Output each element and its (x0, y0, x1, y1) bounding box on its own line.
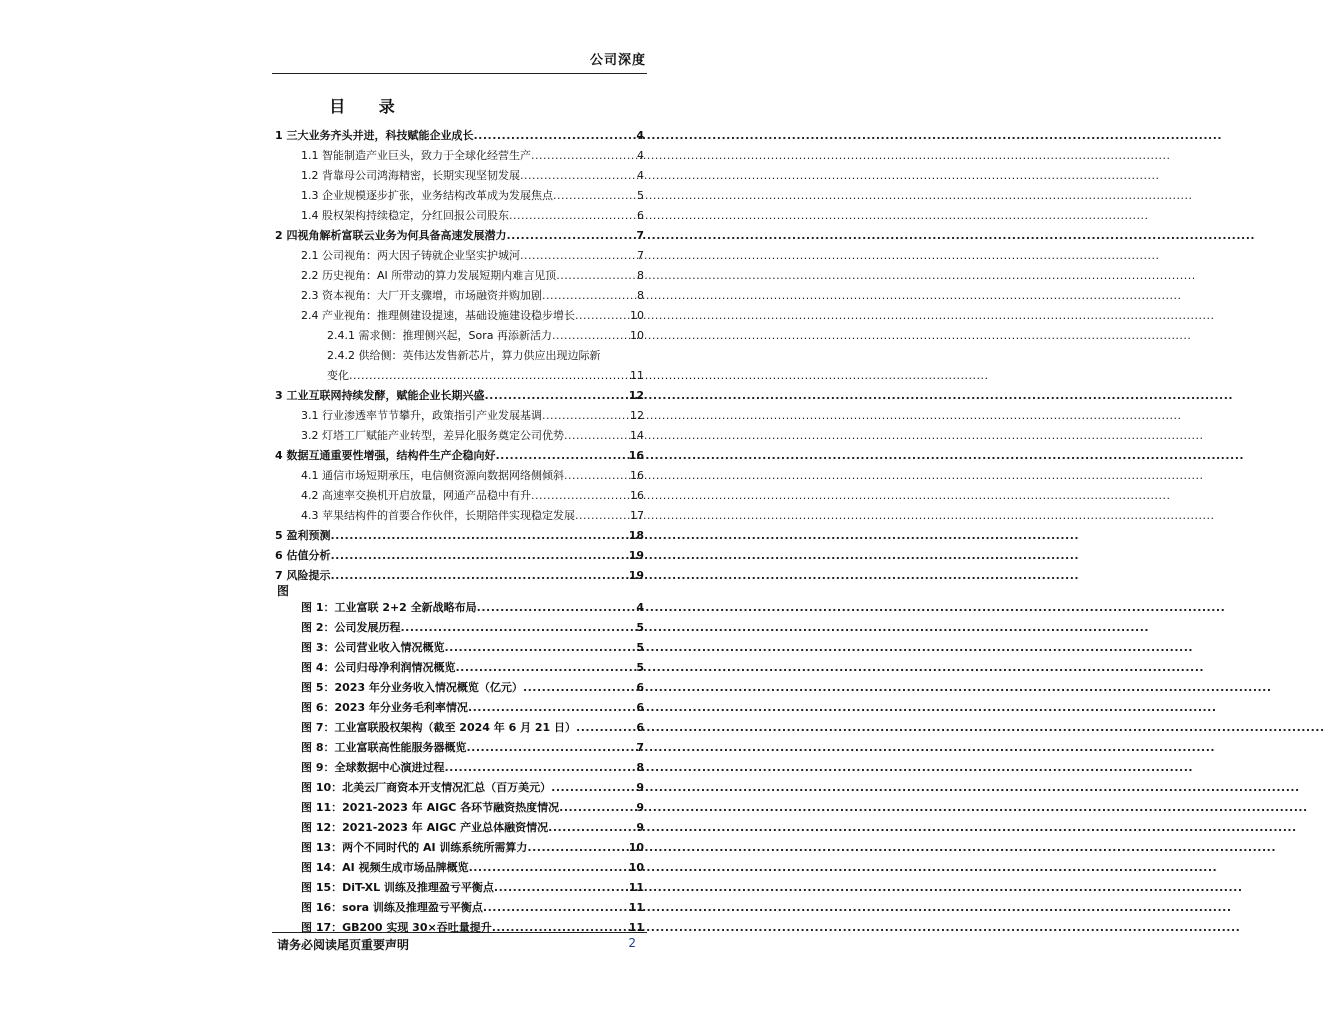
toc-entry-4[interactable]: 4 数据互通重要性增强，结构件生产企稳向好 ..... 16 (275, 446, 644, 466)
figure-list (301, 598, 644, 938)
figure-entry[interactable]: 图 13：两个不同时代的 AI 训练系统所需算力 ..... 10 (301, 838, 644, 858)
toc-entry-2[interactable]: 2 四视角解析富联云业务为何具备高速发展潜力 ..... 7 (275, 226, 644, 246)
toc-entry-1-3[interactable]: 1.3 企业规模逐步扩张，业务结构改革成为发展焦点 ..... 5 (275, 186, 644, 206)
toc-entry-2-4-2[interactable]: 2.4.2 供给侧：英伟达发售新芯片，算力供应出现边际新 变化 ..... 11 (275, 346, 644, 386)
figure-entry[interactable]: 图 7：工业富联股权架构（截至 2024 年 6 月 21 日） ..... 6 (301, 718, 644, 738)
toc-entry-6[interactable]: 6 估值分析 ..... 19 (275, 546, 644, 566)
toc-entry-3-1[interactable]: 3.1 行业渗透率节节攀升，政策指引产业发展基调 ..... 12 (275, 406, 644, 426)
figure-entry[interactable]: 图 12：2021-2023 年 AIGC 产业总体融资情况 ..... 9 (301, 818, 644, 838)
toc-entry-2-3[interactable]: 2.3 资本视角：大厂开支骤增，市场融资并购加剧 ..... 8 (275, 286, 644, 306)
figure-entry[interactable]: 图 6：2023 年分业务毛利率情况 ..... 6 (301, 698, 644, 718)
figure-entry[interactable]: 图 3：公司营业收入情况概览 ..... 5 (301, 638, 644, 658)
figure-entry[interactable]: 图 4：公司归母净利润情况概览 ..... 5 (301, 658, 644, 678)
disclaimer-note: 请务必阅读尾页重要声明 (277, 938, 410, 952)
figure-entry[interactable]: 图 11：2021-2023 年 AIGC 各环节融资热度情况 ..... 9 (301, 798, 644, 818)
figure-list-heading: 图 (277, 584, 290, 598)
figure-entry[interactable]: 图 1：工业富联 2+2 全新战略布局 ..... 4 (301, 598, 644, 618)
header-divider (272, 73, 647, 74)
toc-entry-2-4[interactable]: 2.4 产业视角：推理侧建设提速，基础设施建设稳步增长 ..... 10 (275, 306, 644, 326)
figure-entry[interactable]: 图 5：2023 年分业务收入情况概览（亿元） ..... 6 (301, 678, 644, 698)
figure-entry[interactable]: 图 16：sora 训练及推理盈亏平衡点 ..... 11 (301, 898, 644, 918)
toc-entry-3-2[interactable]: 3.2 灯塔工厂赋能产业转型，差异化服务奠定公司优势 ..... 14 (275, 426, 644, 446)
toc-entry-1-2[interactable]: 1.2 背靠母公司鸿海精密，长期实现坚韧发展 ..... 4 (275, 166, 644, 186)
toc-entry-1[interactable]: 1 三大业务齐头并进，科技赋能企业成长 ..... 4 (275, 126, 644, 146)
report-type-title: 公司深度 (589, 53, 646, 68)
page-number: 2 (628, 936, 636, 950)
figure-entry[interactable]: 图 10：北美云厂商资本开支情况汇总（百万美元） ..... 9 (301, 778, 644, 798)
figure-entry[interactable]: 图 17：GB200 实现 30×吞吐量提升 ..... 11 (301, 918, 644, 938)
footer-divider (272, 932, 647, 933)
toc-heading: 目 录 (329, 97, 409, 116)
toc-entry-4-3[interactable]: 4.3 苹果结构件的首要合作伙伴，长期陪伴实现稳定发展 ..... 17 (275, 506, 644, 526)
toc-entry-5[interactable]: 5 盈利预测 ..... 18 (275, 526, 644, 546)
figure-entry[interactable]: 图 15：DiT-XL 训练及推理盈亏平衡点 ..... 11 (301, 878, 644, 898)
toc-entry-4-2[interactable]: 4.2 高速率交换机开启放量，网通产品稳中有升 ..... 16 (275, 486, 644, 506)
toc-entry-3[interactable]: 3 工业互联网持续发酵，赋能企业长期兴盛 ..... 12 (275, 386, 644, 406)
toc-entry-1-1[interactable]: 1.1 智能制造产业巨头，致力于全球化经营生产 ..... 4 (275, 146, 644, 166)
toc-entry-7[interactable]: 7 风险提示 ..... 19 (275, 566, 644, 586)
figure-entry[interactable]: 图 9：全球数据中心演进过程 ..... 8 (301, 758, 644, 778)
figure-entry[interactable]: 图 8：工业富联高性能服务器概览 ..... 7 (301, 738, 644, 758)
table-of-contents (275, 126, 644, 586)
figure-entry[interactable]: 图 2：公司发展历程 ..... 5 (301, 618, 644, 638)
toc-entry-2-2[interactable]: 2.2 历史视角：AI 所带动的算力发展短期内难言见顶 ..... 8 (275, 266, 644, 286)
toc-entry-2-1[interactable]: 2.1 公司视角：两大因子铸就企业坚实护城河 ..... 7 (275, 246, 644, 266)
toc-entry-2-4-1[interactable]: 2.4.1 需求侧：推理侧兴起，Sora 再添新活力 ..... 10 (275, 326, 644, 346)
toc-entry-4-1[interactable]: 4.1 通信市场短期承压，电信侧资源向数据网络侧倾斜 ..... 16 (275, 466, 644, 486)
figure-entry[interactable]: 图 14：AI 视频生成市场品牌概览 ..... 10 (301, 858, 644, 878)
toc-entry-1-4[interactable]: 1.4 股权架构持续稳定，分红回报公司股东 ..... 6 (275, 206, 644, 226)
